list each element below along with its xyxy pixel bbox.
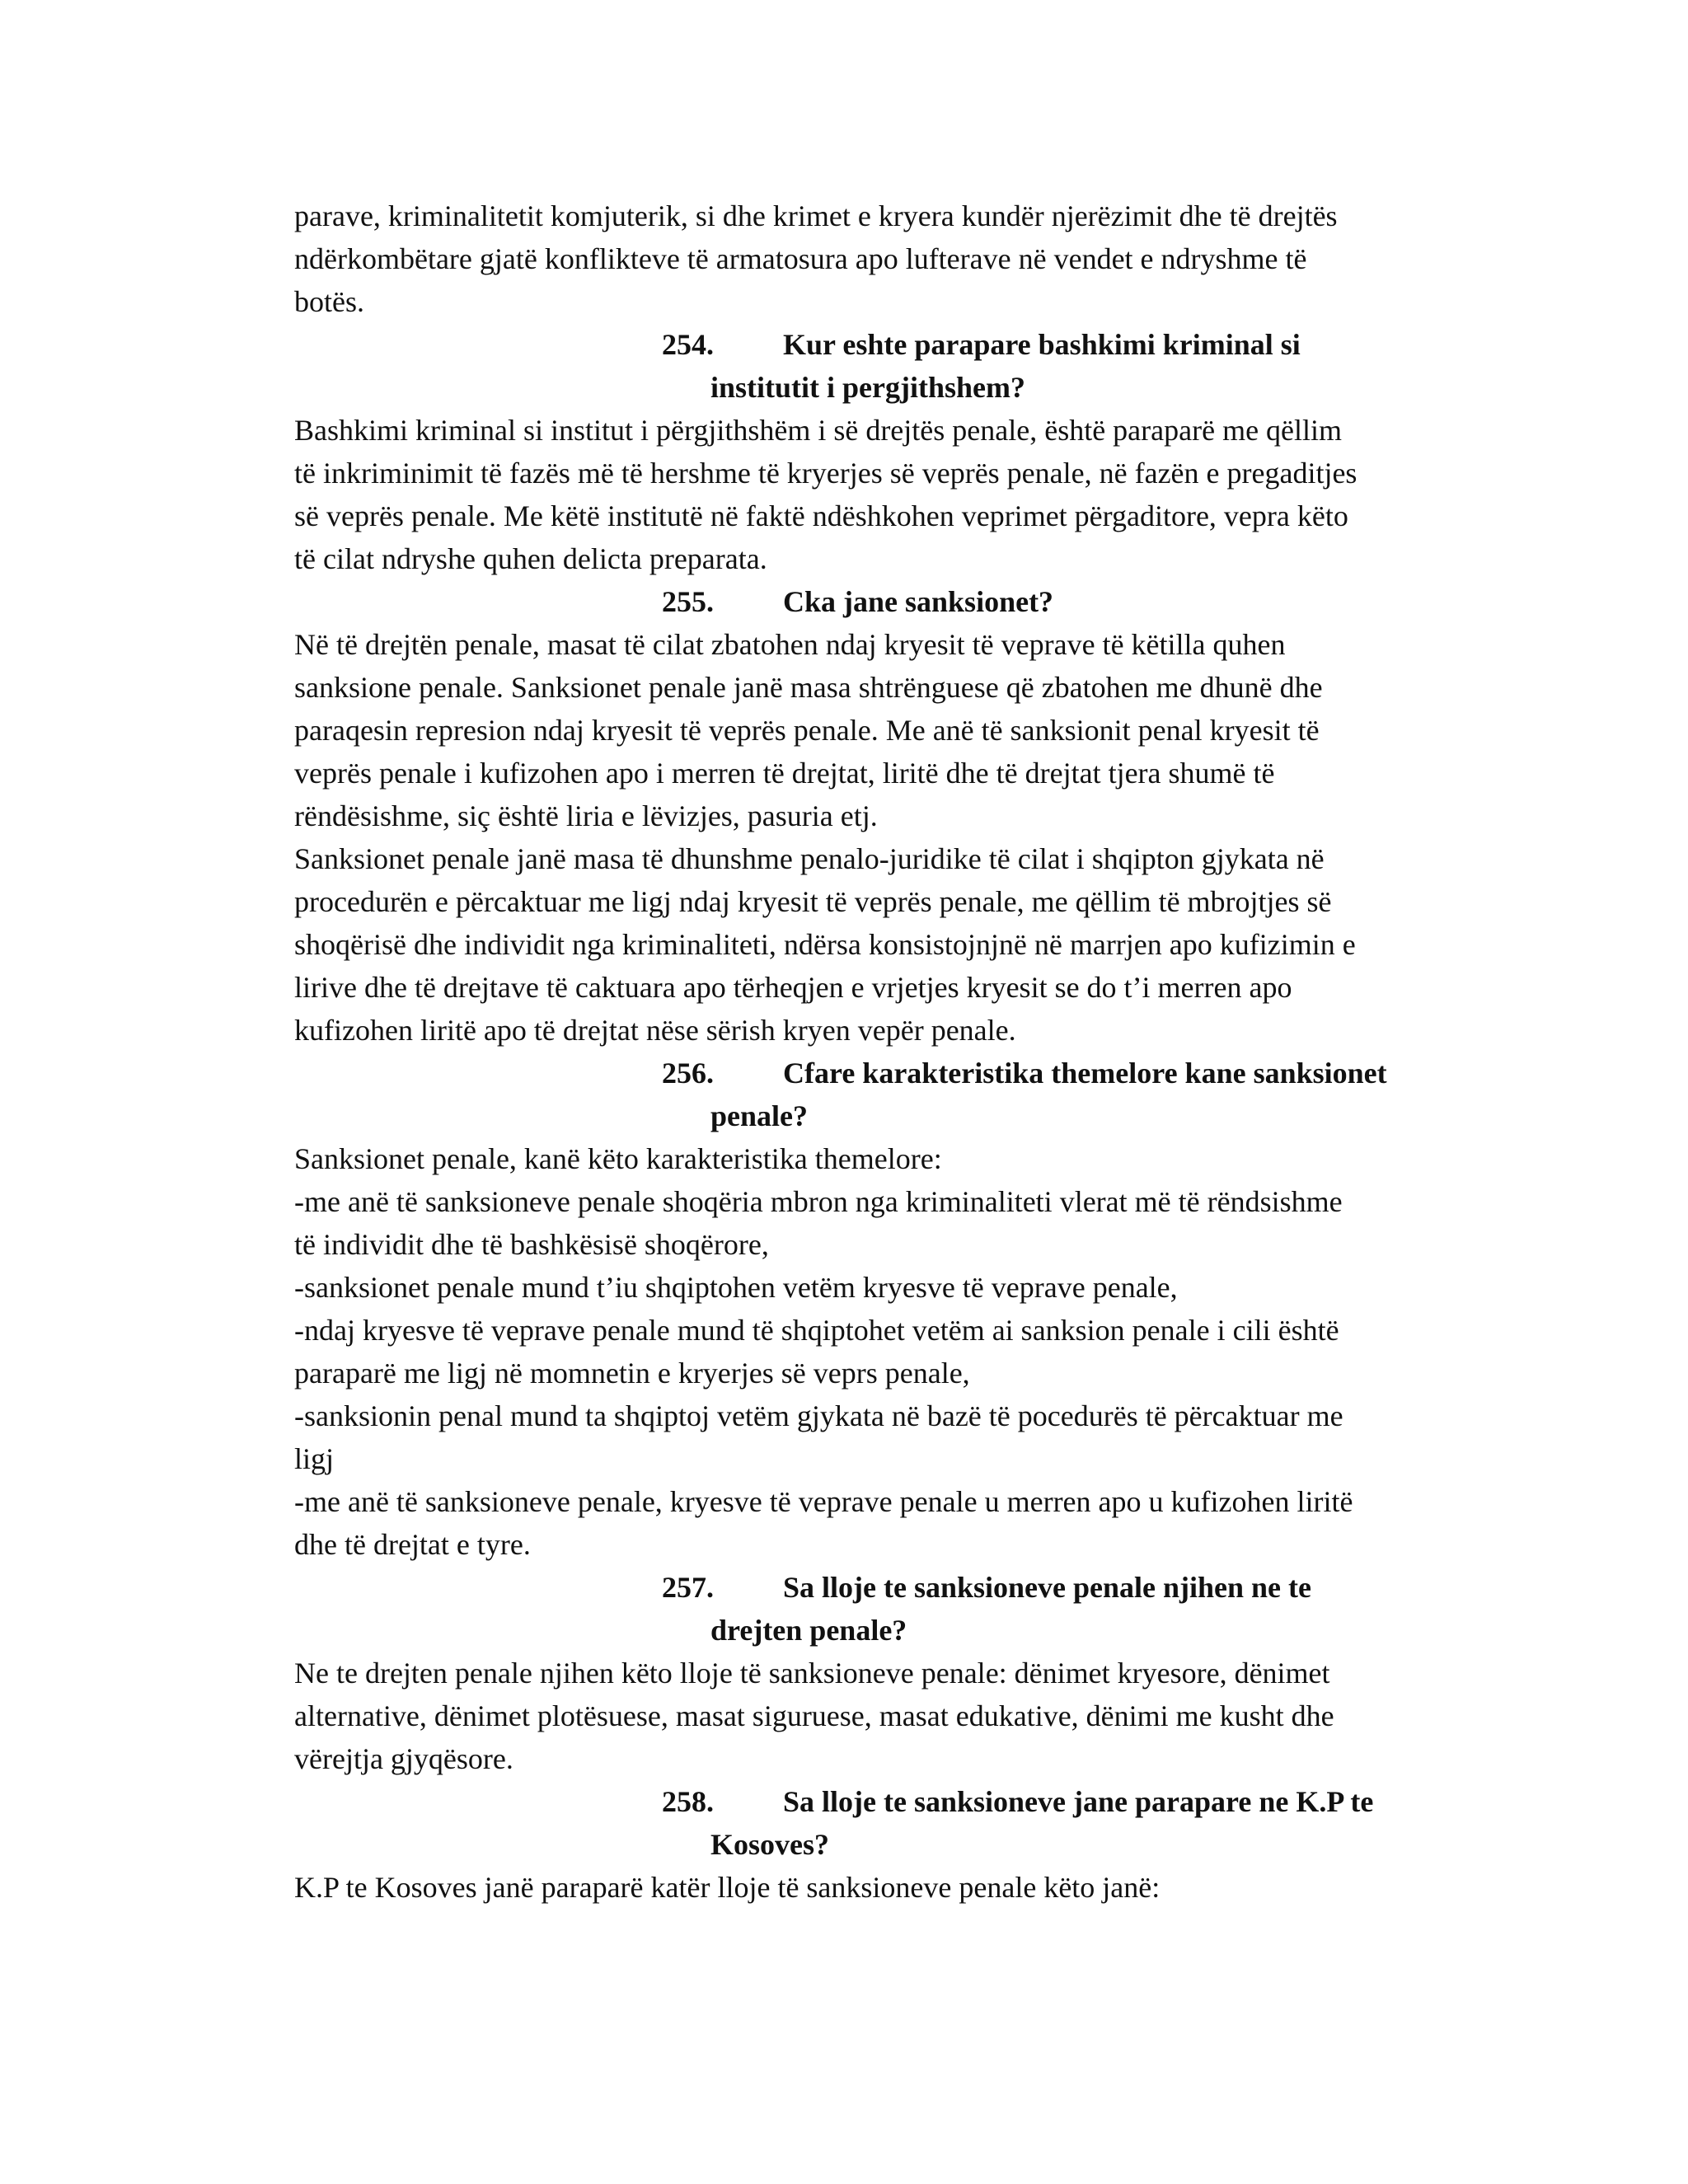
section-title: Cfare karakteristika themelore kane sanksionet (783, 1057, 1387, 1090)
body-line: alternative, dënimet plotësuese, masat siguruese, masat edukative, dënimi me kusht dhe (294, 1699, 1334, 1732)
body-line: Ne te drejten penale njihen këto lloje të sanksioneve penale: dënimet kryesore, dënimet (294, 1657, 1330, 1690)
body-line: vërejtja gjyqësore. (294, 1742, 513, 1775)
body-line: paraqesin represion ndaj kryesit të veprës penale. Me anë të sanksionit penal kryesit të (294, 714, 1320, 747)
body-line: të individit dhe të bashkësisë shoqërore, (294, 1228, 769, 1261)
body-line: botës. (294, 285, 364, 318)
body-line: -ndaj kryesve të veprave penale mund të shqiptohet vetëm ai sanksion penale i cili është (294, 1314, 1339, 1347)
body-line: ligj (294, 1442, 335, 1475)
body-line: -me anë të sanksioneve penale, kryesve të veprave penale u merren apo u kufizohen liritë (294, 1485, 1353, 1518)
body-line: të cilat ndryshe quhen delicta preparata. (294, 542, 767, 575)
body-line: të inkriminimit të fazës më të hershme të kryerjes së veprës penale, në fazën e pregaditjes (294, 457, 1357, 490)
section-title: Kur eshte parapare bashkimi kriminal si (783, 328, 1301, 361)
body-line: Bashkimi kriminal si institut i përgjithshëm i së drejtës penale, është paraparë me qëllim (294, 414, 1343, 447)
section-title: Sa lloje te sanksioneve penale njihen ne te (783, 1571, 1312, 1604)
body-line: sanksione penale. Sanksionet penale janë masa shtrënguese që zbatohen me dhunë dhe (294, 671, 1323, 704)
body-line: ndërkombëtare gjatë konflikteve të armatosura apo lufterave në vendet e ndryshme të (294, 242, 1307, 275)
body-line: -sanksionet penale mund t’iu shqiptohen vetëm kryesve të veprave penale, (294, 1271, 1178, 1304)
section-number: 257. (662, 1571, 714, 1604)
section-title: institutit i pergjithshem? (710, 371, 1025, 404)
body-line: veprës penale i kufizohen apo i merren të drejtat, liritë dhe të drejtat tjera shumë të (294, 757, 1275, 790)
body-line: -me anë të sanksioneve penale shoqëria mbron nga kriminaliteti vlerat më të rëndsishme (294, 1185, 1343, 1218)
section-title: Kosoves? (710, 1828, 829, 1861)
section-title: Sa lloje te sanksioneve jane parapare ne K.P te (783, 1785, 1374, 1818)
body-line: lirive dhe të drejtave të caktuara apo tërheqjen e vrjetjes kryesit se do t’i merren apo (294, 971, 1292, 1004)
body-line: Në të drejtën penale, masat të cilat zbatohen ndaj kryesit të veprave të këtilla quhen (294, 628, 1286, 661)
body-line: së veprës penale. Me këtë institutë në faktë ndëshkohen veprimet përgaditore, vepra këto (294, 499, 1348, 532)
section-title: drejten penale? (710, 1614, 907, 1647)
section-number: 255. (662, 585, 714, 618)
section-title: penale? (710, 1099, 809, 1132)
body-line: procedurën e përcaktuar me ligj ndaj kryesit të veprës penale, me qëllim të mbrojtjes së (294, 885, 1332, 918)
body-line: -sanksionin penal mund ta shqiptoj vetëm gjykata në bazë të pocedurës të përcaktuar me (294, 1399, 1343, 1432)
section-number: 256. (662, 1057, 714, 1090)
section-number: 258. (662, 1785, 714, 1818)
body-line: parave, kriminalitetit komjuterik, si dhe krimet e kryera kundër njerëzimit dhe të drejtës (294, 199, 1338, 232)
body-line: Sanksionet penale, kanë këto karakteristika themelore: (294, 1142, 942, 1175)
body-line: paraparë me ligj në momnetin e kryerjes së veprs penale, (294, 1357, 970, 1390)
body-line: dhe të drejtat e tyre. (294, 1528, 531, 1561)
body-line: K.P te Kosoves janë paraparë katër lloje të sanksioneve penale këto janë: (294, 1871, 1160, 1904)
body-line: kufizohen liritë apo të drejtat nëse sërish kryen vepër penale. (294, 1014, 1016, 1047)
body-line: shoqërisë dhe individit nga kriminaliteti, ndërsa konsistojnjnë në marrjen apo kufizimin e (294, 928, 1356, 961)
body-line: rëndësishme, siç është liria e lëvizjes, pasuria etj. (294, 799, 878, 832)
section-number: 254. (662, 328, 714, 361)
body-line: Sanksionet penale janë masa të dhunshme penalo-juridike të cilat i shqipton gjykata në (294, 842, 1325, 875)
section-title: Cka jane sanksionet? (783, 585, 1054, 618)
